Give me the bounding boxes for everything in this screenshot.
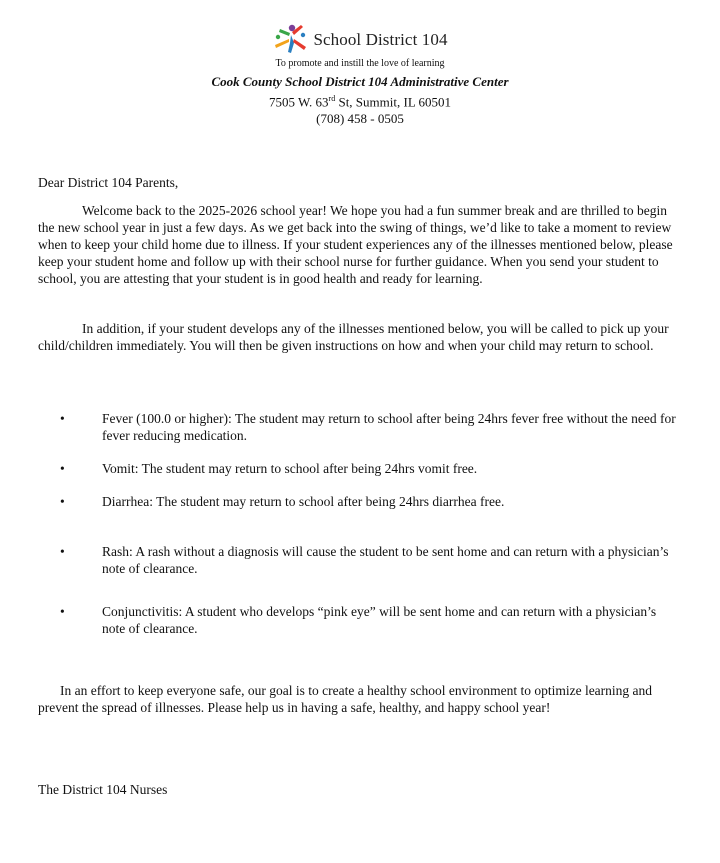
signature: The District 104 Nurses	[38, 782, 168, 797]
tagline: To promote and instill the love of learning	[275, 58, 445, 69]
paragraph-welcome: Welcome back to the 2025-2026 school year! We hope you had a fun summer break and are thrilled to begin the new school year in just a few days. As we get back into the swing of things, we’d like to take a moment to review when to keep your child home due to illness. If your student experiences any of the illnesses mentioned below, please keep your student home and follow up with their school nurse for further guidance. When you send your student to school, you are attesting that your student is in good health and ready for learning.	[38, 203, 673, 286]
administrative-center-name: Cook County School District 104 Administrative Center	[211, 74, 509, 89]
list-item-text: Diarrhea: The student may return to school after being 24hrs diarrhea free.	[102, 494, 505, 509]
list-item-text: Fever (100.0 or higher): The student may return to school after being 24hrs fever free without the need for fever reducing medication.	[102, 411, 676, 443]
bullet-marker: •	[60, 411, 65, 426]
closing-paragraph: In an effort to keep everyone safe, our goal is to create a healthy school environment to optimize learning and prevent the spread of illnesses. Please help us in having a safe, healthy, and happy school year!	[38, 683, 653, 715]
logo	[0, 22, 720, 58]
address-street-number: 7505 W. 63	[268, 94, 329, 110]
greeting: Dear District 104 Parents,	[38, 175, 179, 190]
address-ordinal: rd	[328, 94, 336, 103]
bullet-marker: •	[60, 494, 65, 509]
address-rest: St, Summit, IL 60501	[335, 94, 452, 110]
district-name: School District 104	[313, 30, 448, 49]
bullet-marker: •	[60, 604, 65, 619]
letterhead	[0, 22, 720, 127]
list-item-text: Conjunctivitis: A student who develops “pink eye” will be sent home and can return with a physician’s note of clearance.	[102, 604, 657, 636]
paragraph-pickup: In addition, if your student develops any of the illnesses mentioned below, you will be called to pick up your child/children immediately. You will then be given instructions on how and when your child may return to school.	[38, 321, 669, 353]
bullet-marker: •	[60, 544, 65, 559]
list-item-text: Vomit: The student may return to school after being 24hrs vomit free.	[102, 461, 478, 476]
address	[0, 90, 720, 110]
district-logo-icon	[272, 23, 310, 57]
bullet-marker: •	[60, 461, 65, 476]
list-item-text: Rash: A rash without a diagnosis will cause the student to be sent home and can return with a physician’s note of clearance.	[102, 544, 669, 576]
phone-number: (708) 458 - 0505	[316, 111, 404, 127]
